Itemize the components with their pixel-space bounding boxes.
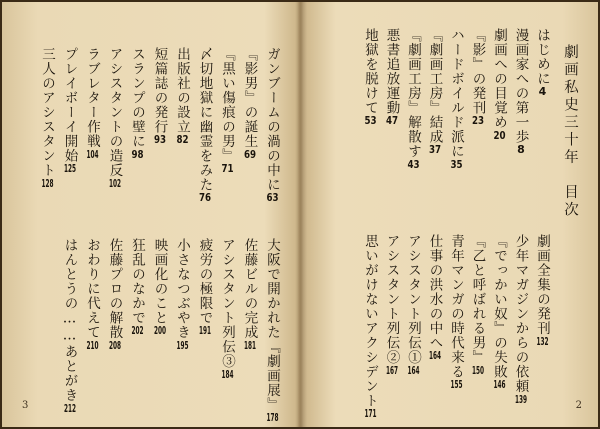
toc-entry [513,234,529,405]
toc-entry-title: 『黒い傷痕の男』 [219,47,235,163]
toc-entry [427,234,443,361]
toc-entry-title: 疲労の極限で [196,238,213,325]
toc-entry-title: アシスタント列伝③ [219,238,235,369]
toc-entry-title: 『でっかい奴』の失敗 [491,234,507,379]
toc-entry-title: 地獄を脱けて [362,28,378,115]
toc-entry-title: 三人のアシスタント [39,47,55,178]
toc-entry-title: 短篇誌の発行 [151,47,168,134]
toc-entry-page: 181 [243,339,257,351]
toc-entry [129,47,145,160]
toc-entry-title: ハードボイルド派に [448,28,464,159]
toc-entry [448,234,464,390]
toc-entry-page: 23 [471,115,485,126]
toc-entry-title: ガンブームの渦の中に [264,47,280,192]
toc-title: 劇画私史三十年 目次 [562,44,578,219]
toc-entry-title: 仕事の洪水の中へ [426,234,443,350]
toc-entry-page: 47 [385,115,399,126]
toc-entry-title: 佐藤ビルの完成 [241,238,258,340]
toc-entry [107,47,123,189]
toc-entry [264,47,280,203]
toc-entry-page: 8 [517,144,525,155]
toc-entry-page: 43 [407,158,420,170]
toc-entry [264,238,280,423]
toc-entry [513,28,529,155]
toc-entry [384,28,400,126]
toc-entry-page: 171 [364,408,377,419]
toc-entry-page: 178 [266,412,279,423]
toc-entry [405,234,421,376]
toc-entry-title: おわりに代えて [84,238,100,340]
toc-entry-page: 212 [63,402,77,414]
toc-entry-page: 37 [428,144,442,155]
toc-entry [491,234,507,390]
toc-entry [534,234,550,347]
toc-entry-title: 〆切地獄に幽霊をみた [196,47,213,192]
toc-entry-page: 184 [221,368,234,380]
toc-entry-title: 『影』の発刊 [469,28,486,115]
toc-entry-title: 少年マガジンからの依頼 [512,234,529,394]
toc-entry-title: 『乙と呼ばれる男』 [469,234,486,365]
toc-entry-title: プレイボーイ開始 [61,47,78,163]
left-page [2,2,300,427]
toc-entry-title: はじめに [534,28,550,86]
toc-entry [362,28,378,126]
toc-entry-title: スランプの壁に [129,47,145,149]
toc-entry [62,47,78,174]
toc-entry [362,234,378,419]
toc-entry [427,28,443,155]
toc-entry-title: 青年マンガの時代来る [448,234,464,379]
toc-entry [84,238,100,351]
page-number-right: 2 [575,400,582,411]
toc-entry-page: 98 [131,148,144,160]
toc-entry-page: 76 [198,192,212,203]
toc-entry-page: 69 [243,148,257,160]
toc-entry-page: 164 [407,364,420,376]
toc-entry-title: 狂乱のなかで [129,238,145,325]
toc-entry-page: 93 [153,134,167,145]
toc-entry-page: 150 [471,364,485,376]
toc-entry-page: 167 [385,364,399,376]
toc-entry-title: 劇画全集の発刊 [534,234,550,336]
toc-entry-page: 63 [266,192,279,203]
open-book [2,2,598,427]
toc-entry-page: 155 [450,379,463,390]
toc-entry [152,238,168,336]
toc-entry-page: 164 [428,350,442,361]
toc-entry-page: 102 [108,177,122,189]
toc-entry-title: アシスタント列伝② [383,234,400,365]
toc-entry-page: 202 [131,325,144,336]
toc-entry [470,28,486,126]
toc-entry [242,238,258,351]
toc-entry-page: 125 [63,163,77,174]
toc-entry-title: 悪書追放運動 [383,28,400,115]
toc-entry-title: アシスタント列伝① [405,234,421,365]
toc-entry-title: 出版社の設立 [174,47,190,134]
toc-entry [219,238,235,380]
toc-entry-title: 小さなつぶやき [174,238,190,340]
toc-entry [174,47,190,145]
toc-entry [107,238,123,351]
toc-entry-page: 4 [538,86,547,97]
toc-entry-page: 71 [221,163,234,174]
toc-entry [242,47,258,160]
page-number-left: 3 [22,400,29,411]
toc-entry-title: 映画化のこと [151,238,168,325]
toc-entry-page: 53 [364,115,377,126]
toc-entry-page: 35 [450,158,463,170]
toc-entry-page: 195 [176,339,189,351]
toc-entry [174,238,190,351]
right-page [300,2,598,427]
toc-entry-title: 思いがけないアクシデント [362,234,378,408]
toc-entry [197,238,213,336]
toc-entry-page: 191 [198,325,212,336]
toc-entry [129,238,145,336]
toc-entry-title: 『劇画工房』解散す [405,28,421,159]
toc-entry [448,28,464,170]
toc-entry-page: 104 [86,148,99,160]
toc-entry [219,47,235,174]
toc-entry [534,28,550,97]
toc-entry [39,47,55,189]
toc-entry-page: 210 [86,339,99,351]
toc-entry-title: 劇画への目覚め [491,28,507,130]
toc-entry-title: アシスタントの造反 [106,47,123,178]
toc-entry-page: 20 [493,129,506,141]
toc-entry-page: 82 [176,134,189,145]
toc-entry-page: 200 [153,325,167,336]
toc-entry [152,47,168,145]
toc-entry-title: 大阪で開かれた『劇画展』 [264,238,280,412]
toc-entry-page: 128 [41,177,54,189]
toc-entry [491,28,507,141]
toc-entry-title: ラブレター作戦 [84,47,100,149]
toc-entry [62,238,78,414]
toc-entry-page: 146 [493,379,506,390]
toc-entry-page: 139 [514,393,528,405]
toc-entry [405,28,421,170]
toc-entry [84,47,100,160]
toc-entry-title: 漫画家への第一歩 [512,28,529,144]
toc-entry [197,47,213,203]
toc-entry-title: はんとうの……あとがき [61,238,78,403]
toc-entry [384,234,400,376]
toc-entry-title: 『劇画工房』結成 [426,28,443,144]
toc-entry-title: 佐藤プロの解散 [106,238,123,340]
toc-entry [470,234,486,376]
toc-entry-page: 132 [536,335,549,347]
toc-entry-page: 208 [108,339,122,351]
toc-entry-title: 『影男』の誕生 [241,47,258,149]
